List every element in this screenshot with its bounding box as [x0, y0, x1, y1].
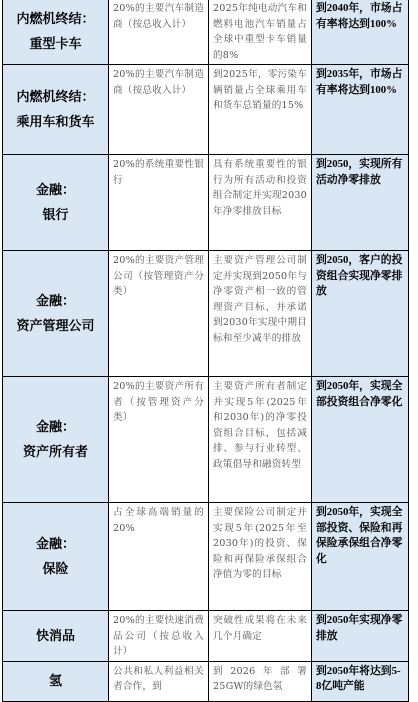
scope-text: 公共和私人利益相关者合作，到: [113, 665, 204, 692]
sector-label: 金融：: [35, 183, 75, 198]
commitment-text: 突破性成果将在未来几个月确定: [213, 615, 307, 642]
commitment-cell: [209, 503, 312, 611]
commitment-text: 主要资产所有者制定并实现5年(2025年和2030年)的净零投资组合目标，包括减排、参与行业转型、政策倡导和融资转型: [213, 381, 307, 470]
target-cell: [312, 661, 409, 701]
scope-cell: [109, 155, 209, 251]
sector-label: 乘用车和货车: [16, 115, 95, 130]
commitment-cell: [209, 0, 312, 65]
table-row: [3, 0, 409, 65]
commitment-text: 2025年纯电动汽车和燃料电池汽车销量占全球中重型卡车销量的8%: [213, 3, 307, 61]
scope-cell: [109, 611, 209, 662]
commitment-text: 主要资产管理公司制定并实现到2050年与净零资产相一致的管理资产目标，并承诺到2030年实现中期目标和至少减半的排放: [213, 255, 307, 344]
target-text: 到2050年将达到5-8亿吨产能: [316, 664, 401, 692]
sector-cell: [3, 503, 109, 611]
target-text: 到2050年实现净零排放: [316, 614, 403, 642]
sector-cell: [3, 661, 109, 701]
commitment-text: 具有系统重要性的银行为所有活动和投资组合制定并实现2030年净零排放目标: [213, 159, 307, 217]
sector-label: 银行: [42, 208, 69, 223]
target-text: 到2050，实现所有活动净零排放: [316, 158, 403, 186]
target-text: 到2040年，市场占有率将达到100%: [316, 2, 403, 30]
scope-text: 20%的主要汽车制造商（按总收入计）: [113, 69, 204, 96]
sector-label: 重型卡车: [29, 37, 82, 52]
sector-cell: [3, 377, 109, 503]
commitment-cell: [209, 251, 312, 377]
scope-text: 20%的主要资产所有者（按管理资产分类）: [113, 381, 204, 423]
scope-cell: [109, 65, 209, 155]
scope-text: 20%的主要快速消费品公司（按总收入计）: [113, 615, 204, 657]
table-row: [3, 611, 409, 662]
target-cell: [312, 251, 409, 377]
scope-cell: [109, 0, 209, 65]
commitment-text: 主要保险公司制定并实现5年(2025年至2030年)的投资、保险和再保险承保组合净值为零的目标: [213, 507, 307, 580]
scope-text: 20%的主要汽车制造商（按总收入计）: [113, 3, 204, 30]
sector-label: 保险: [42, 562, 69, 577]
target-text: 到2035年，市场占有率将达到100%: [316, 68, 403, 96]
sector-label: 资产所有者: [22, 445, 88, 460]
table-row: [3, 377, 409, 503]
table-row: [3, 503, 409, 611]
scope-text: 20%的系统重要性银行: [113, 159, 204, 186]
table-row: [3, 155, 409, 251]
target-cell: [312, 155, 409, 251]
target-cell: [312, 377, 409, 503]
sector-label: 快消品: [35, 628, 75, 644]
scope-cell: [109, 503, 209, 611]
commitment-cell: [209, 611, 312, 662]
scope-cell: [109, 251, 209, 377]
sector-cell: [3, 155, 109, 251]
commitment-text: 到2026年部署25GW的绿色氢: [213, 665, 307, 692]
target-cell: [312, 65, 409, 155]
commitment-cell: [209, 377, 312, 503]
commitment-cell: [209, 155, 312, 251]
sector-label: 内燃机终结：: [16, 12, 95, 27]
sector-cell: [3, 251, 109, 377]
commitment-cell: [209, 65, 312, 155]
target-text: 到2050年，实现全部投资、保险和再保险承保组合净零化: [316, 506, 403, 565]
scope-cell: [109, 377, 209, 503]
table-row: [3, 65, 409, 155]
target-text: 到2050年，实现全部投资组合净零化: [316, 380, 403, 408]
sector-cell: [3, 65, 109, 155]
sector-label: 氢: [48, 674, 62, 689]
sector-label: 资产管理公司: [16, 319, 95, 334]
scope-text: 20%的主要资产管理公司（按管理资产分类）: [113, 255, 204, 297]
target-text: 到2050，客户的投资组合实现净零排放: [316, 254, 403, 297]
sector-label: 金融：: [35, 537, 75, 552]
target-cell: [312, 0, 409, 65]
scope-text: 占全球高端销量的20%: [113, 507, 204, 534]
target-cell: [312, 611, 409, 662]
table-row: [3, 661, 409, 701]
commitment-cell: [209, 661, 312, 701]
sector-label: 金融：: [35, 294, 75, 309]
table-row: [3, 251, 409, 377]
sector-label: 内燃机终结：: [16, 90, 95, 105]
target-cell: [312, 503, 409, 611]
sector-cell: [3, 0, 109, 65]
sector-cell: [3, 611, 109, 662]
breakthrough-table: [2, 0, 409, 702]
scope-cell: [109, 661, 209, 701]
sector-label: 金融：: [35, 420, 75, 435]
commitment-text: 到2025年，零污染车辆销量占全球乘用车和货车总销量的15%: [213, 69, 307, 111]
